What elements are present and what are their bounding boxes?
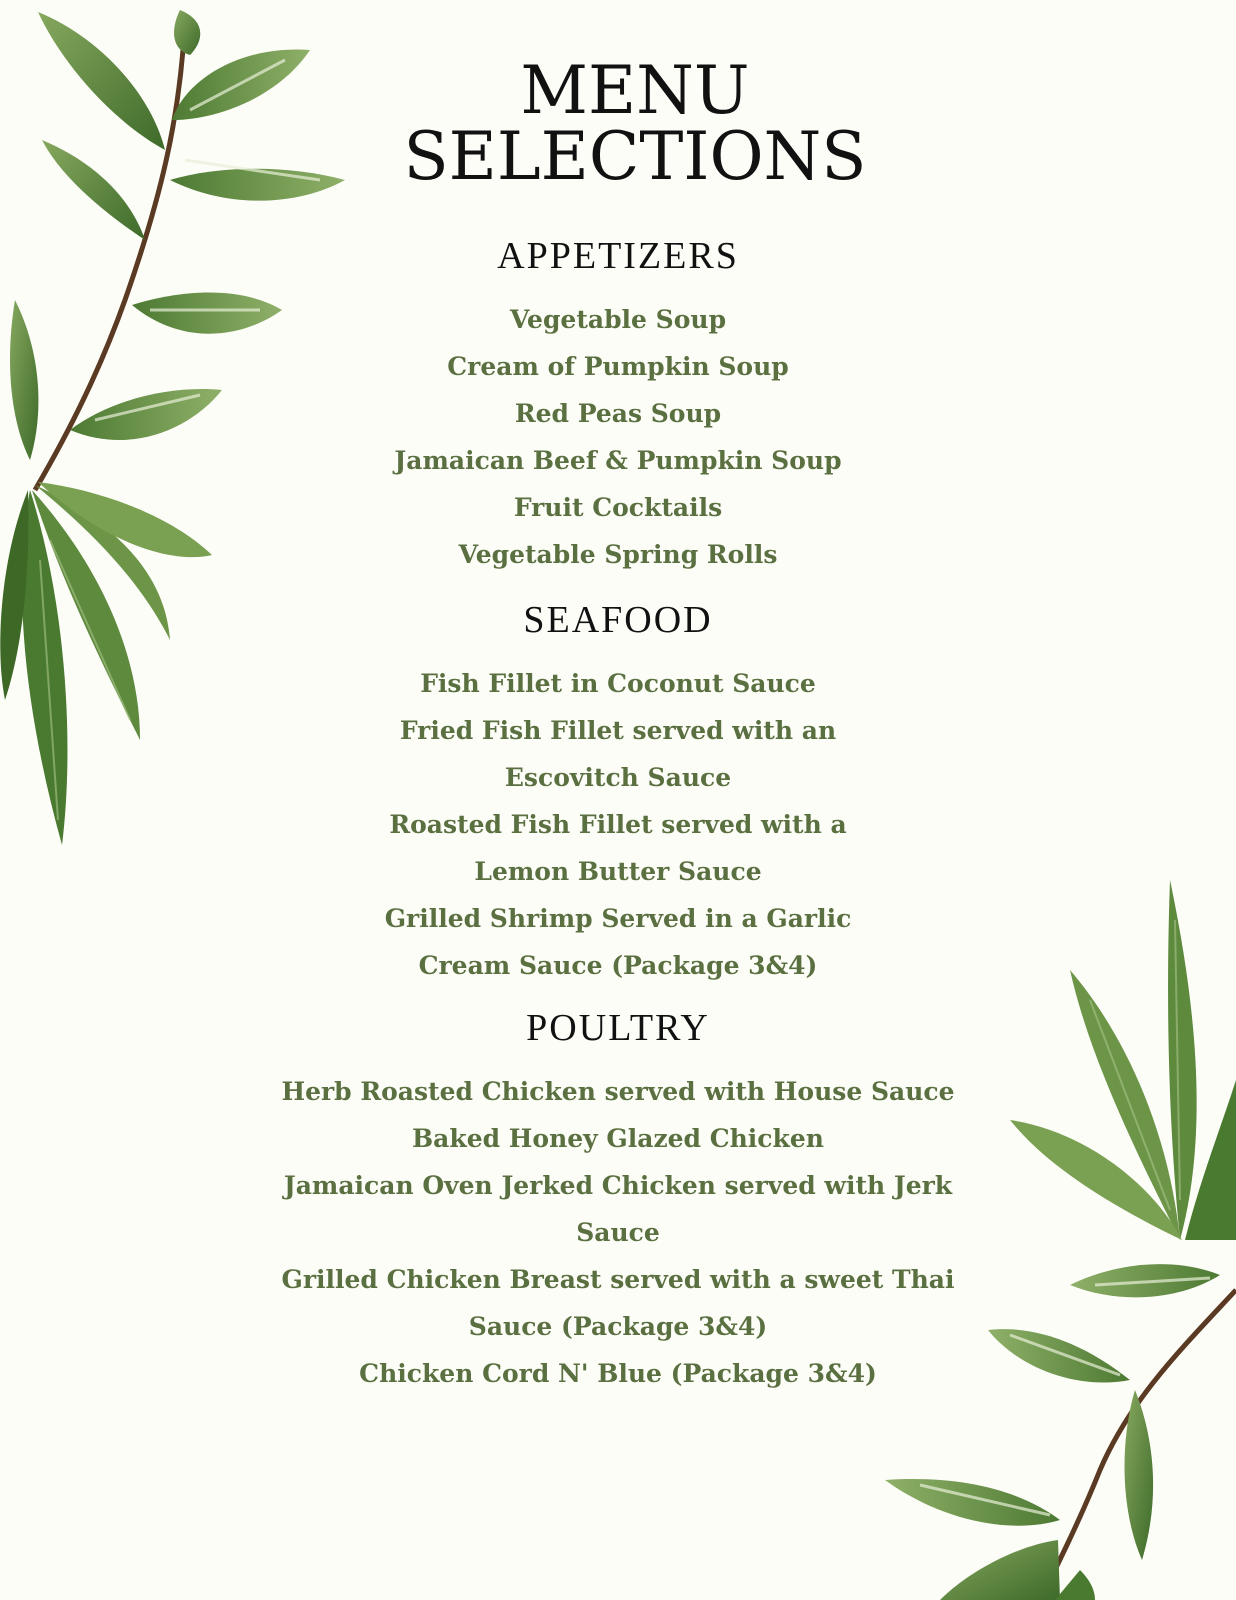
menu-item: Fish Fillet in Coconut Sauce	[420, 669, 816, 698]
menu-item: Chicken Cord N' Blue (Package 3&4)	[359, 1359, 877, 1388]
menu-item: Jamaican Beef & Pumpkin Soup	[394, 446, 842, 475]
section-seafood	[0, 600, 1236, 989]
menu-item: Grilled Shrimp Served in a Garlic Cream Sauce (Package 3&4)	[384, 904, 852, 980]
menu-item-list	[0, 1068, 1236, 1397]
menu-item: Cream of Pumpkin Soup	[447, 352, 789, 381]
menu-item-list	[0, 660, 1236, 989]
section-appetizers	[0, 236, 1236, 578]
menu-item: Red Peas Soup	[514, 399, 722, 428]
menu-item: Roasted Fish Fillet served with a Lemon Butter Sauce	[389, 810, 847, 886]
menu-item: Fried Fish Fillet served with an Escovitch Sauce	[399, 716, 837, 792]
section-heading: POULTRY	[526, 1007, 710, 1049]
menu-item: Vegetable Soup	[509, 305, 727, 334]
menu-item: Baked Honey Glazed Chicken	[412, 1124, 824, 1153]
section-heading: APPETIZERS	[497, 235, 739, 277]
menu-item: Fruit Cocktails	[513, 493, 723, 522]
menu-item: Vegetable Spring Rolls	[458, 540, 778, 569]
section-heading: SEAFOOD	[523, 599, 713, 641]
menu-item: Herb Roasted Chicken served with House Sauce	[281, 1077, 955, 1106]
page-title	[0, 52, 1236, 195]
title-line-1: MENU	[520, 52, 750, 129]
section-poultry	[0, 1008, 1236, 1397]
menu-item-list	[0, 296, 1236, 578]
title-line-2: SELECTIONS	[403, 118, 867, 195]
menu-item: Grilled Chicken Breast served with a sweet Thai Sauce (Package 3&4)	[281, 1265, 955, 1341]
menu-item: Jamaican Oven Jerked Chicken served with Jerk Sauce	[283, 1171, 953, 1247]
